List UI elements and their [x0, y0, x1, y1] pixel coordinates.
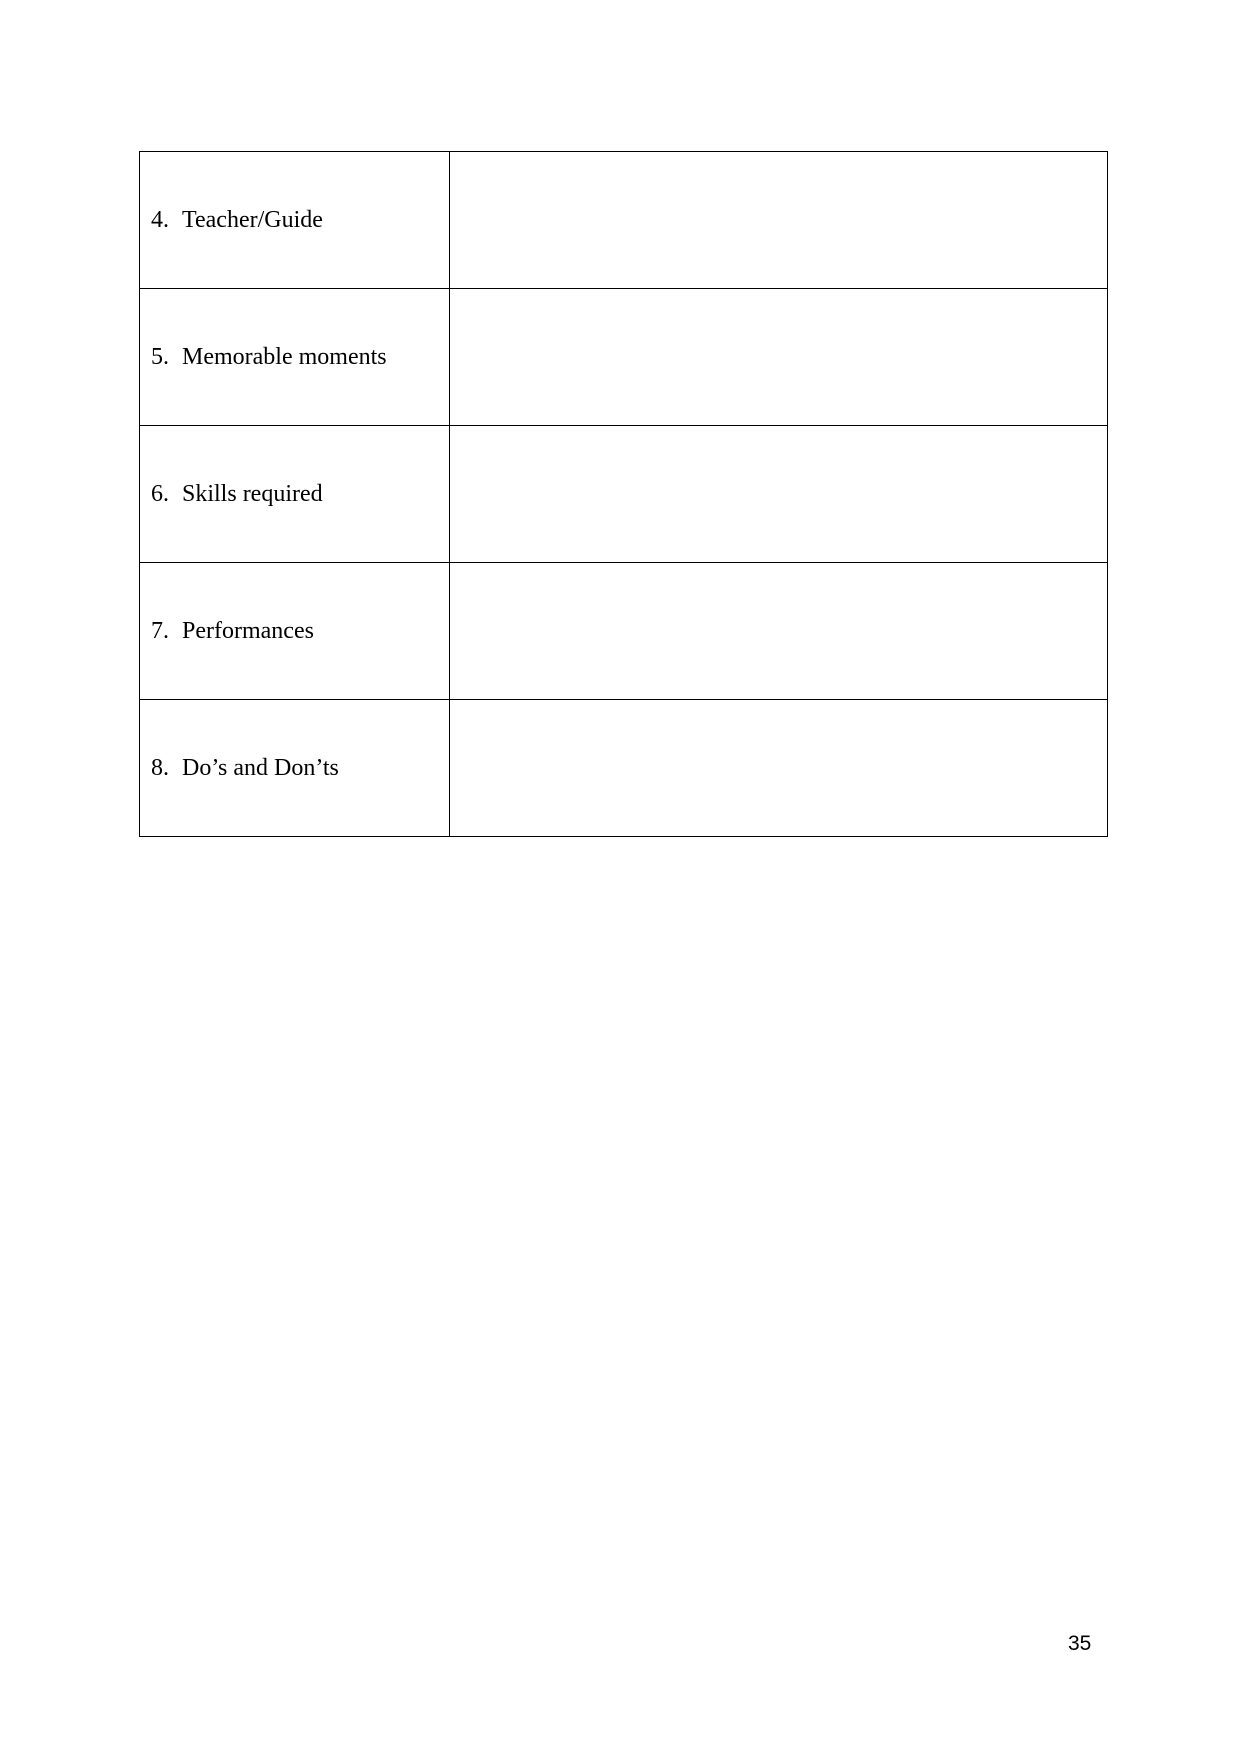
row-label-text: Do’s and Don’ts	[182, 755, 339, 781]
table-row	[140, 700, 1108, 837]
row-label-cell	[140, 289, 450, 426]
row-number: 4.	[151, 207, 169, 233]
row-label-text: Teacher/Guide	[182, 207, 323, 233]
row-label	[140, 754, 449, 782]
row-label-text: Memorable moments	[182, 344, 387, 370]
table-row	[140, 563, 1108, 700]
answer-cell-skills-required[interactable]	[450, 426, 1108, 563]
row-label-text: Skills required	[182, 481, 323, 507]
row-label-cell	[140, 152, 450, 289]
row-number: 8.	[151, 755, 169, 781]
activity-form-table	[139, 151, 1108, 837]
answer-cell-dos-and-donts[interactable]	[450, 700, 1108, 837]
row-number: 7.	[151, 618, 169, 644]
table-row	[140, 289, 1108, 426]
row-label-cell	[140, 563, 450, 700]
row-number: 5.	[151, 344, 169, 370]
answer-cell-memorable-moments[interactable]	[450, 289, 1108, 426]
row-label-text: Performances	[182, 618, 314, 644]
row-label	[140, 617, 449, 645]
row-label-cell	[140, 700, 450, 837]
row-label-cell	[140, 426, 450, 563]
page-number: 35	[1068, 1632, 1092, 1655]
row-label	[140, 480, 449, 508]
answer-cell-performances[interactable]	[450, 563, 1108, 700]
table-row	[140, 152, 1108, 289]
table-row	[140, 426, 1108, 563]
row-number: 6.	[151, 481, 169, 507]
row-label	[140, 343, 449, 371]
answer-cell-teacher-guide[interactable]	[450, 152, 1108, 289]
row-label	[140, 206, 449, 234]
